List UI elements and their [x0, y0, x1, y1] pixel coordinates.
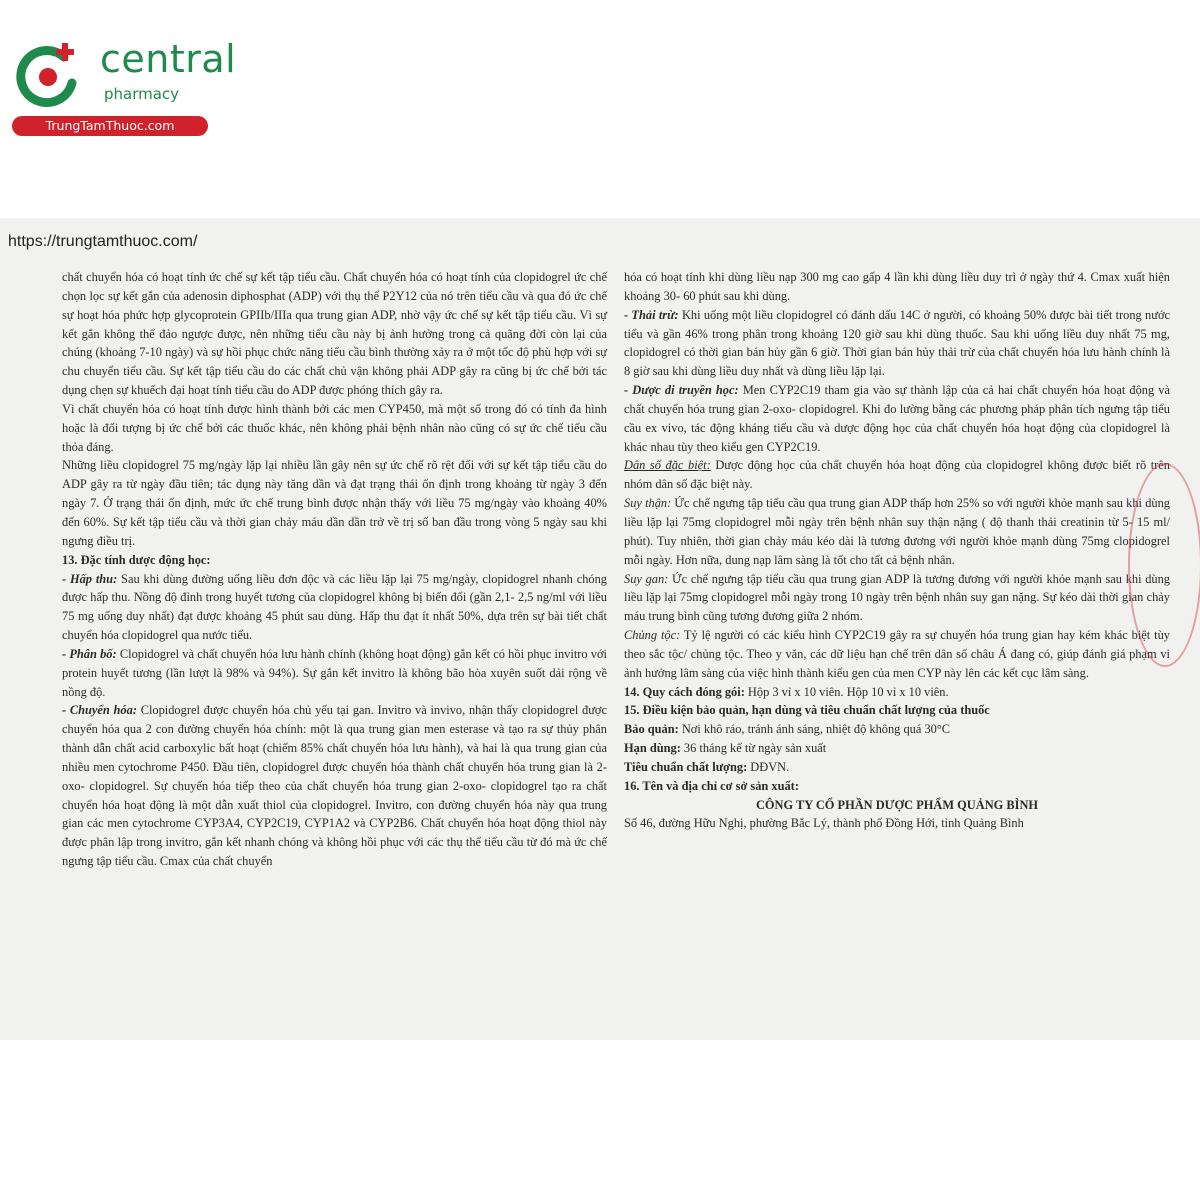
paragraph [624, 683, 1170, 702]
paragraph [624, 456, 1170, 494]
manufacturer-address: Số 46, đường Hữu Nghị, phường Bắc Lý, thành phố Đồng Hới, tỉnh Quảng Bình [624, 816, 1024, 831]
text: Men CYP2C19 tham gia vào sự thành lập của cả hai chất chuyển hóa hoạt động và chất chuyển hóa trung gian 2-oxo- clopidogrel. Khi đo lường bằng các phương pháp phân tích ngưng tập tiểu cầu ex vivo, tác động kháng tiểu cầu và dược động học của chất chuyển hóa hoạt động của clopidogrel là khác nhau tùy theo kiểu gen CYP2C19. [624, 383, 1171, 454]
text: Sau khi dùng đường uống liều đơn độc và các liều lặp lại 75 mg/ngày, clopidogrel nhanh chóng được hấp thu. Nồng độ đỉnh trong huyết tương của clopidogrel không bị biến đổi (gần 2,1- 2,5 ng/ml với liều 75 mg uống duy nhất) đạt được khoảng 45 phút sau dùng. Hấp thu đạt ít nhất 50%, dựa trên sự bài tiết chất chuyển hóa clopidogrel qua nước tiểu. [62, 571, 607, 643]
paragraph [624, 626, 1170, 683]
label: Dân số đặc biệt: [624, 458, 711, 473]
paragraph [62, 570, 607, 645]
paragraph: chất chuyển hóa có hoạt tính ức chế sự kết tập tiểu cầu. Chất chuyển hóa có hoạt tính của clopidogrel ức chế chọn lọc sự kết gắn của adenosin diphosphat (ADP) với thụ thể P2Y12 của nó trên tiểu cầu và qua đó ức chế sự hoạt hóa phức hợp glycoprotein GPIIb/IIIa qua trung gian ADP, nhờ vậy ức chế sự kết tập tiểu cầu. Vì sự kết gắn không thể đảo ngược được, nên những tiểu cầu này bị ảnh hưởng trong cả quãng đời còn lại của chúng (khoảng 7-10 ngày) và sự hồi phục chức năng tiểu cầu bình thường xảy ra ở một tốc độ phù hợp với sự chu chuyển tiểu cầu. Sự kết tập tiểu cầu do các chất chủ vận không phải ADP gây ra cũng bị ức chế bởi tác dụng chẹn sự khuếch đại hoạt tính tiểu cầu do ADP được phóng thích gây ra. [62, 270, 607, 398]
label: Chủng tộc: [624, 628, 681, 643]
label: - Dược di truyền học: [624, 383, 739, 398]
label: Hạn dùng: [624, 741, 681, 756]
paragraph [624, 494, 1170, 569]
text: Hộp 3 vỉ x 10 viên. Hộp 10 vỉ x 10 viên. [744, 684, 949, 699]
manufacturer-name: CÔNG TY CỔ PHẦN DƯỢC PHẨM QUẢNG BÌNH [755, 797, 1039, 812]
label: - Thải trừ: [624, 307, 679, 322]
paragraph [624, 570, 1170, 627]
paragraph [624, 381, 1170, 456]
text: DĐVN. [747, 759, 790, 774]
label: Suy gan: [624, 571, 669, 586]
text: Nơi khô ráo, tránh ánh sáng, nhiệt độ không quá 30°C [678, 722, 951, 737]
paragraph [624, 720, 1170, 739]
text: 36 tháng kể từ ngày sản xuất [680, 741, 827, 756]
left-column [62, 268, 607, 871]
label: - Phân bố: [62, 646, 117, 661]
text: Khi uống một liều clopidogrel có đánh dấu 14C ở người, có khoảng 50% được bài tiết trong nước tiểu và gần 46% trong phân trong khoảng 120 giờ sau khi dùng thuốc. Sau khi uống liều duy nhất 75 mg, clopidogrel có thời gian bán hủy gần 6 giờ. Thời gian bán hủy thải trừ của chất chuyển hóa lưu hành chính là 8 giờ sau khi dùng liều duy nhất và dùng liều lặp lại. [624, 307, 1170, 379]
label: Tiêu chuẩn chất lượng: [624, 759, 748, 774]
central-pharmacy-logo-icon [12, 39, 84, 111]
paragraph [62, 701, 607, 871]
brand-name: central [100, 37, 237, 81]
right-column [624, 268, 1170, 833]
label: - Chuyển hóa: [62, 703, 137, 718]
paragraph: Vì chất chuyển hóa có hoạt tính được hình thành bởi các men CYP450, mà một số trong đó có tính đa hình hoặc là đối tượng bị ức chế bởi các thuốc khác, nên không phải bệnh nhân nào cũng có sự ức chế tiểu cầu thỏa đáng. [62, 401, 607, 454]
section-heading: 13. Đặc tính dược động học: [62, 552, 211, 567]
label: Bảo quản: [624, 722, 679, 737]
text: Clopidogrel được chuyển hóa chủ yếu tại gan. Invitro và invivo, nhận thấy clopidogrel được chuyển hóa qua 2 con đường chuyển hóa chính: một là qua trung gian men esterase và tạo ra sự thủy phân thành dẫn chất acid carboxylic bất hoạt (chiếm 85% chất chuyển hóa lưu hành), và hai là qua trung gian của nhiều men cytochrome P450. Đầu tiên, clopidogrel được chuyển hóa thành chất chuyển hóa trung gian là 2-oxo- clopidogrel. Sự chuyển hóa tiếp theo của chất chuyển hóa trung gian 2-oxo- clopidogrel tạo ra chất chuyển hóa hoạt động là một dẫn xuất thiol của clopidogrel. Invitro, con đường chuyển hóa này qua trung gian các men cytochrome CYP3A4, CYP2C19, CYP1A2 và CYP2B6. Chất chuyển hóa hoạt động thiol này được phân lập trong invitro, gắn kết nhanh chóng và không hồi phục với các thụ thể tiểu cầu từ đó mà ức chế ngưng tập tiểu cầu. Cmax của chất chuyển [62, 703, 607, 869]
paragraph [62, 645, 607, 702]
paragraph [624, 758, 1170, 777]
paragraph [624, 306, 1170, 381]
text: Clopidogrel và chất chuyển hóa lưu hành chính (không hoạt động) gắn kết có hồi phục invitro với protein huyết tương (lần lượt là 98% và 94%). Sự gắn kết invitro là không bão hòa xuyên suốt dải rộng về nồng độ. [62, 646, 607, 699]
brand-logo [12, 35, 237, 135]
paragraph: Những liều clopidogrel 75 mg/ngày lặp lại nhiều lần gây nên sự ức chế rõ rệt đối với sự kết tập tiểu cầu do ADP gây ra từ ngày đầu tiên; tác dụng này tăng dần và đạt trạng thái ổn định trong khoảng từ ngày 3 đến ngày 7. Ở trạng thái ổn định, mức ức chế trung bình được nhận thấy với liều 75 mg/ngày vào khoảng 40% đến 60%. Sự kết tập tiểu cầu và thời gian chảy máu dần dần trở về trị số ban đầu trong vòng 5 ngày sau khi ngưng điều trị. [62, 458, 607, 548]
scanned-leaflet [0, 218, 1200, 1040]
section-heading: 15. Điều kiện bảo quản, hạn dùng và tiêu chuẩn chất lượng của thuốc [624, 703, 990, 718]
source-url: https://trungtamthuoc.com/ [8, 233, 198, 250]
label: Suy thận: [624, 496, 672, 511]
label: - Hấp thu: [62, 571, 118, 586]
text: Tỷ lệ người có các kiểu hình CYP2C19 gây ra sự chuyển hóa trung gian hay kém khác biệt tùy theo sắc tộc/ chủng tộc. Theo y văn, các dữ liệu hạn chế trên dân số châu Á đang có, giúp đánh giá phạm vi ảnh hưởng lâm sàng của việc hình thành kiểu gen của men CYP này lên các kết cục lâm sàng. [624, 628, 1170, 680]
brand-site: TrungTamThuoc.com [12, 116, 208, 136]
paragraph [624, 739, 1170, 758]
text: Dược động học của chất chuyển hóa hoạt động của clopidogrel không được biết rõ trên nhóm dân số đặc biệt này. [624, 458, 1171, 492]
brand-sub: pharmacy [104, 85, 180, 103]
text: Ức chế ngưng tập tiểu cầu qua trung gian ADP là tương đương với người khỏe mạnh sau khi dùng liều lặp lại 75mg clopidogrel mỗi ngày trong 10 ngày trên bệnh nhân suy gan nặng. Sự kéo dài thời gian chảy máu trung bình cũng tương đương giữa 2 nhóm. [624, 571, 1171, 624]
red-stamp [1128, 463, 1200, 667]
label: 14. Quy cách đóng gói: [624, 684, 745, 699]
section-heading: 16. Tên và địa chỉ cơ sở sản xuất: [624, 778, 799, 793]
paragraph: hóa có hoạt tính khi dùng liều nạp 300 mg cao gấp 4 lần khi dùng liều duy trì ở ngày thứ 4. Cmax xuất hiện khoảng 30- 60 phút sau khi dùng. [624, 270, 1170, 303]
text: Ức chế ngưng tập tiểu cầu qua trung gian ADP thấp hơn 25% so với người khỏe mạnh sau khi dùng liều lặp lại 75mg clopidogrel mỗi ngày trên bệnh nhân suy thận nặng ( độ thanh thải creatinin từ 5- 15 ml/ phút). Tuy nhiên, thời gian chảy máu kéo dài là tương đương với người khỏe mạnh dùng 75mg clopidogrel mỗi ngày. Hơn nữa, dung nạp lâm sàng là tốt cho tất cả bệnh nhân. [624, 496, 1170, 567]
